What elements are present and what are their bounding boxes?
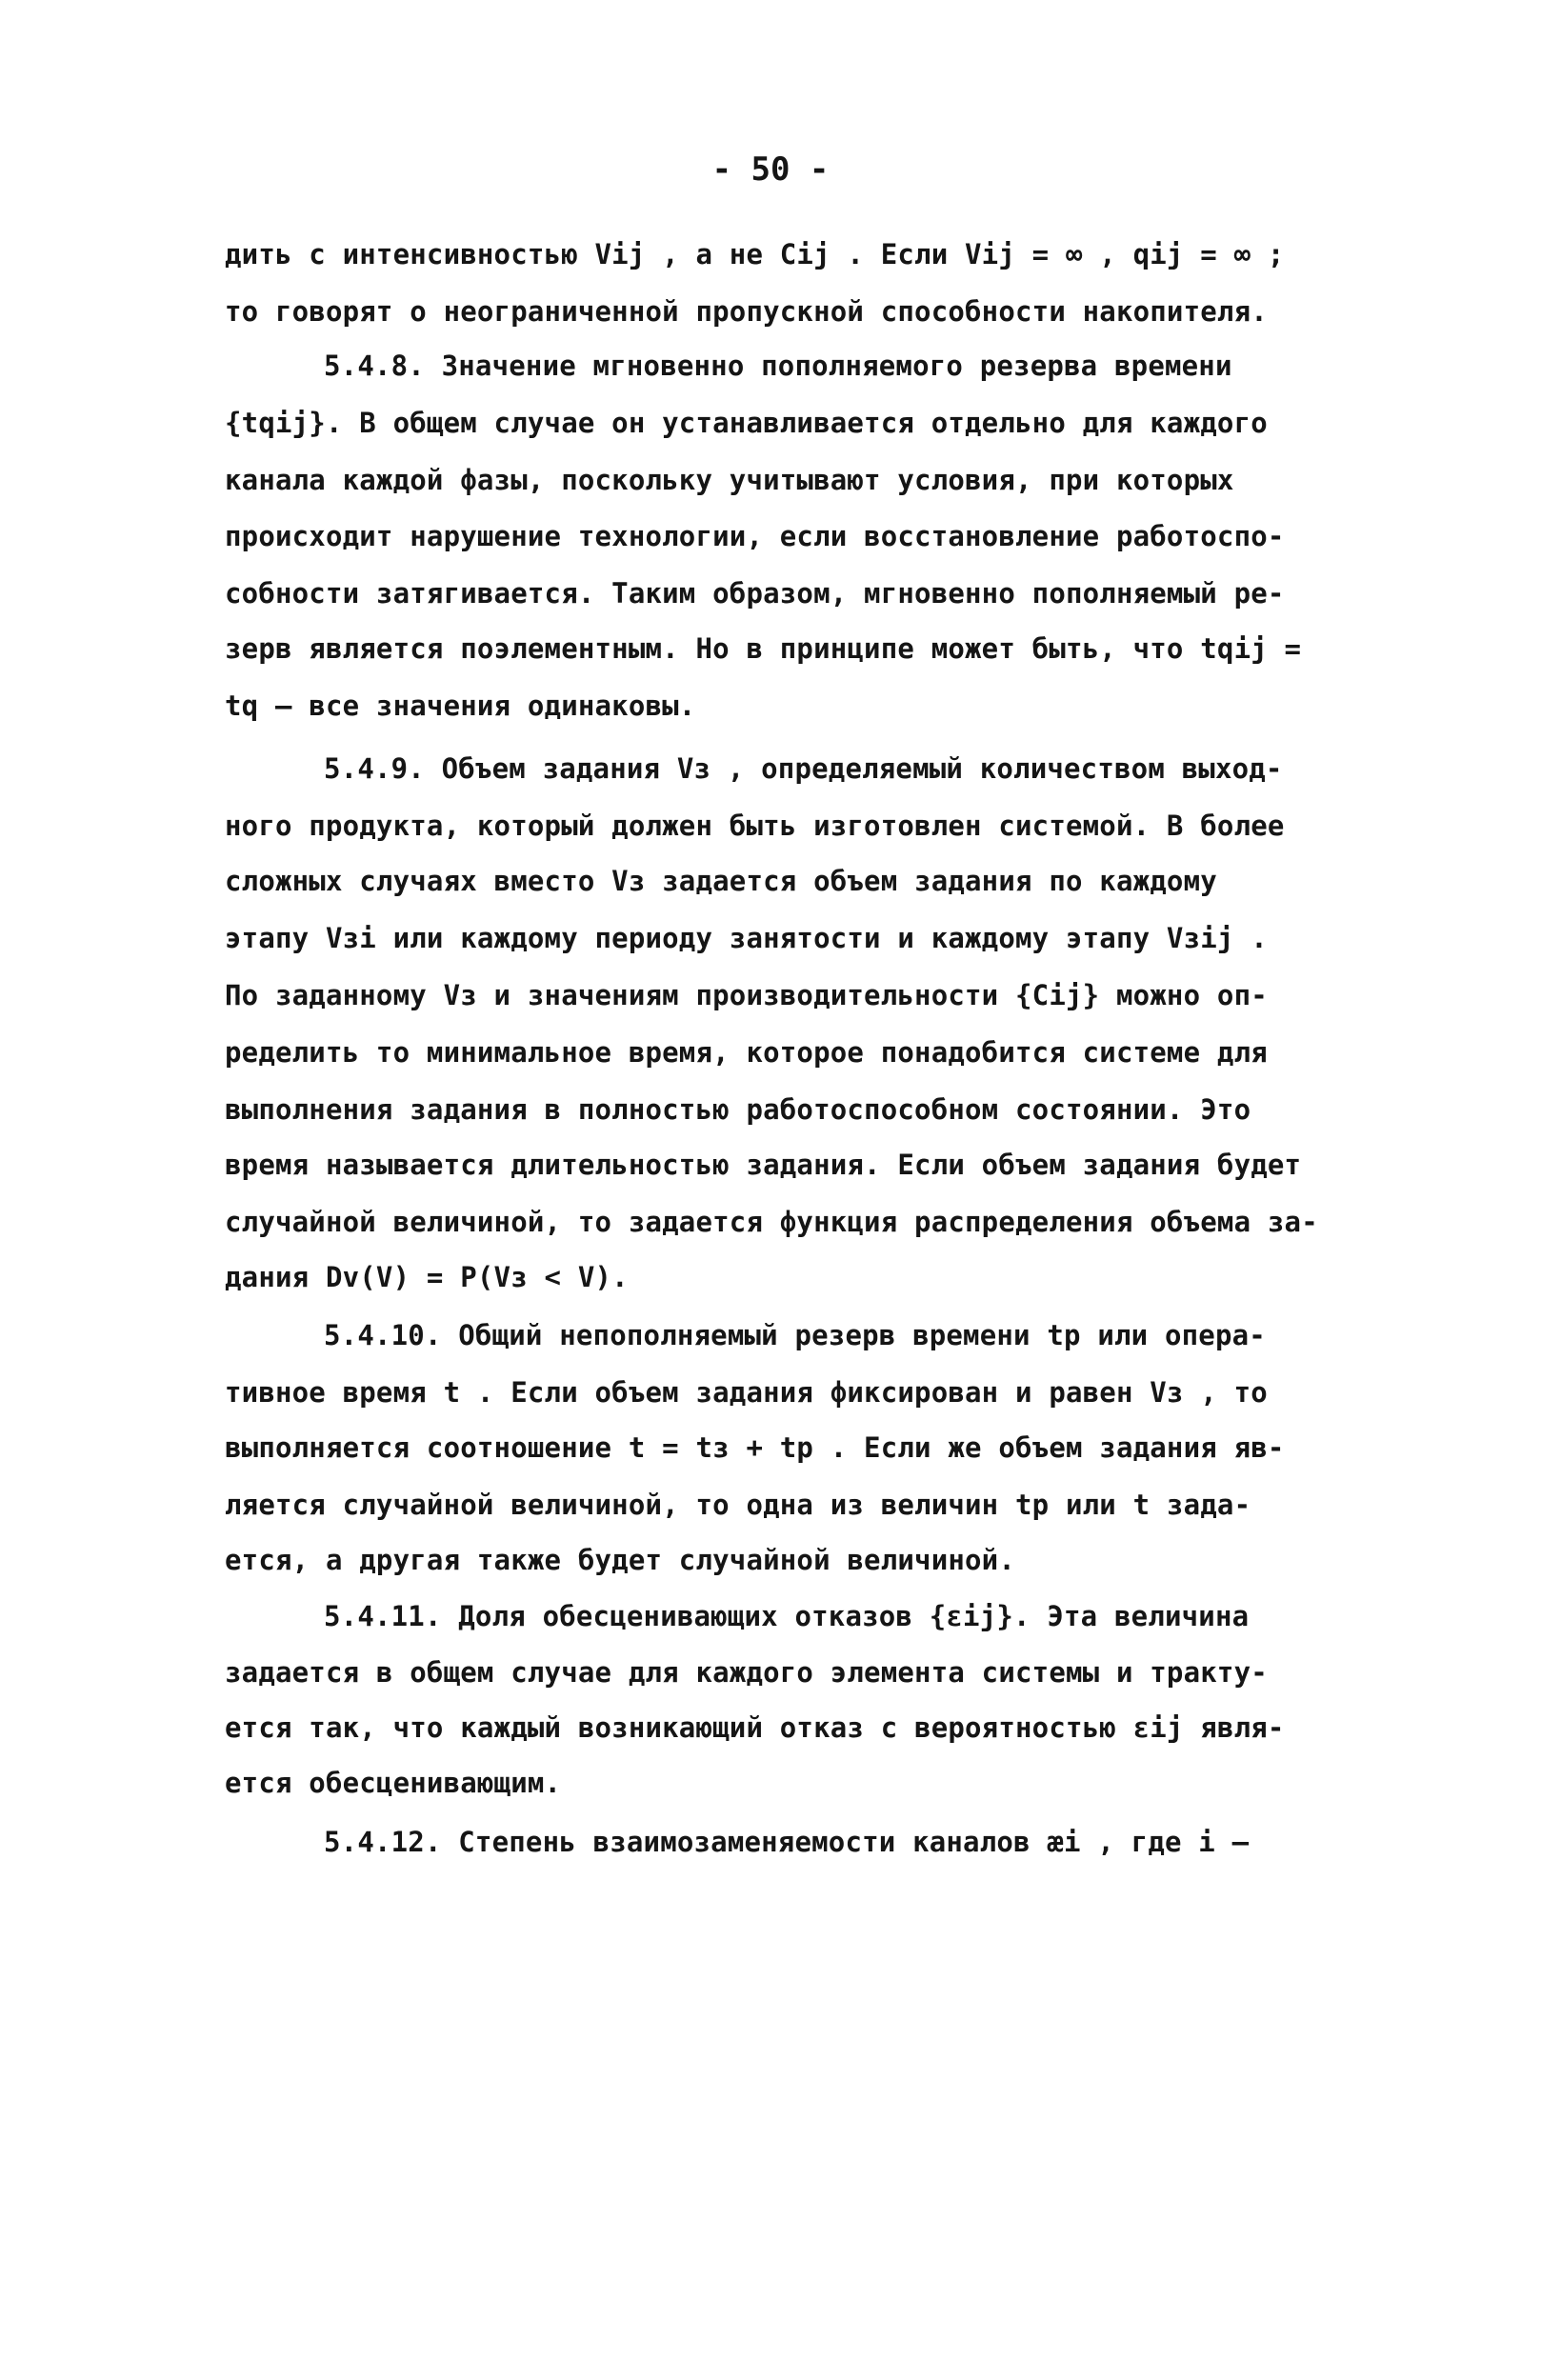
text-line: собности затягивается. Таким образом, мгновенно пополняемый ре- — [225, 577, 1285, 610]
paragraph-5-4-9-heading: 5.4.9. Объем задания Vз , определяемый количеством выход- — [324, 752, 1283, 785]
text-line: ляется случайной величиной, то одна из величин tp или t зада- — [225, 1489, 1251, 1521]
text-line: ределить то минимальное время, которое понадобится системе для — [225, 1036, 1268, 1069]
paragraph-5-4-11-heading: 5.4.11. Доля обесценивающих отказов {εij}. Эта величина — [324, 1600, 1250, 1632]
paragraph-5-4-12-heading: 5.4.12. Степень взаимозаменяемости каналов æi , где i – — [324, 1826, 1250, 1858]
text-line: выполнения задания в полностью работоспособном состоянии. Это — [225, 1093, 1251, 1126]
text-line: время называется длительностью задания. Если объем задания будет — [225, 1149, 1302, 1181]
paragraph-5-4-8-heading: 5.4.8. Значение мгновенно пополняемого резерва времени — [324, 350, 1232, 382]
paragraph-5-4-10-heading: 5.4.10. Общий непополняемый резерв времени tp или опера- — [324, 1319, 1266, 1351]
text-line: происходит нарушение технологии, если восстановление работоспо- — [225, 520, 1285, 552]
text-line: дить с интенсивностью Vij , а не Cij . Если Vij = ∞ , qij = ∞ ; — [225, 238, 1285, 270]
text-line: {tqij}. В общем случае он устанавливается отдельно для каждого — [225, 407, 1268, 439]
text-line: tq – все значения одинаковы. — [225, 690, 696, 722]
text-line: выполняется соотношение t = tз + tp . Если же объем задания яв- — [225, 1431, 1285, 1464]
text-line: тивное время t . Если объем задания фиксирован и равен Vз , то — [225, 1376, 1268, 1409]
text-line: ется так, что каждый возникающий отказ с вероятностью εij явля- — [225, 1711, 1285, 1744]
page-number: - 50 - — [711, 150, 830, 189]
text-line: то говорят о неограниченной пропускной способности накопителя. — [225, 295, 1268, 328]
text-line: дания Dv(V) = P(Vз < V). — [225, 1261, 629, 1293]
text-line: задается в общем случае для каждого элемента системы и тракту- — [225, 1656, 1268, 1689]
text-line: сложных случаях вместо Vз задается объем задания по каждому — [225, 865, 1217, 897]
text-line: ется, а другая также будет случайной величиной. — [225, 1544, 1015, 1576]
text-line: зерв является поэлементным. Но в принципе может быть, что tqij = — [225, 632, 1302, 665]
text-line: ного продукта, который должен быть изготовлен системой. В более — [225, 810, 1285, 842]
text-line: канала каждой фазы, поскольку учитывают условия, при которых — [225, 464, 1234, 496]
text-line: случайной величиной, то задается функция распределения объема за- — [225, 1206, 1318, 1238]
text-line: этапу Vзi или каждому периоду занятости и каждому этапу Vзij . — [225, 922, 1268, 954]
text-line: ется обесценивающим. — [225, 1767, 562, 1799]
text-line: По заданному Vз и значениям производительности {Cij} можно оп- — [225, 979, 1268, 1011]
